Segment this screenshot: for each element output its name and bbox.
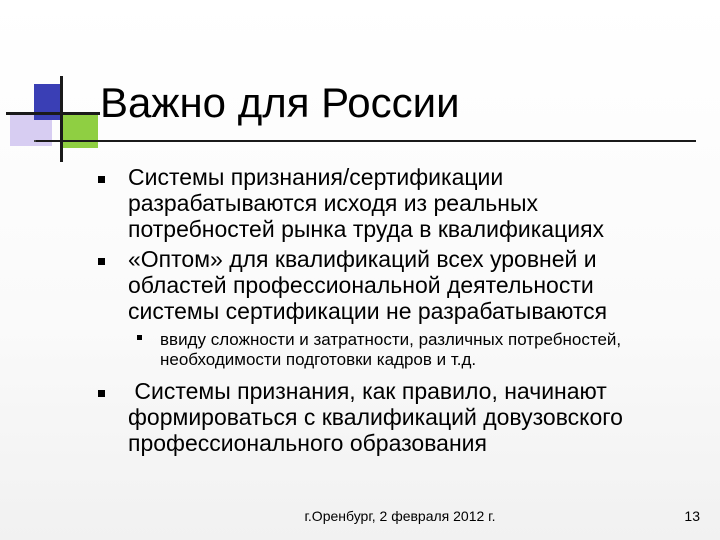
slide-number: 13 bbox=[684, 508, 700, 524]
slide-title: Важно для России bbox=[100, 79, 460, 126]
logo-horizontal-line bbox=[6, 112, 100, 115]
bullet-item: Системы признания/сертификации разрабатываются исходя из реальных потребностей рынка труда в квалификациях bbox=[128, 164, 605, 242]
decorative-squares-logo bbox=[0, 0, 100, 170]
bullet-item: Системы признания, как правило, начинают формироваться с квалификаций довузовского профессионального образования bbox=[128, 378, 630, 456]
logo-vertical-line bbox=[60, 76, 63, 162]
bullet-marker-icon bbox=[98, 390, 105, 397]
sub-bullet-item: ввиду сложности и затратности, различных потребностей, необходимости подготовки кадров и т.д. bbox=[160, 330, 622, 369]
bullet-marker-icon bbox=[98, 176, 105, 183]
sub-bullet-marker-icon bbox=[137, 335, 142, 340]
bullet-marker-icon bbox=[98, 258, 105, 265]
bullet-item: «Оптом» для квалификаций всех уровней и областей профессиональной деятельности системы сертификации не разрабатываются bbox=[128, 246, 608, 324]
logo-green-square bbox=[60, 112, 98, 148]
footer-text: г.Оренбург, 2 февраля 2012 г. bbox=[304, 508, 496, 524]
title-underline bbox=[36, 140, 696, 142]
